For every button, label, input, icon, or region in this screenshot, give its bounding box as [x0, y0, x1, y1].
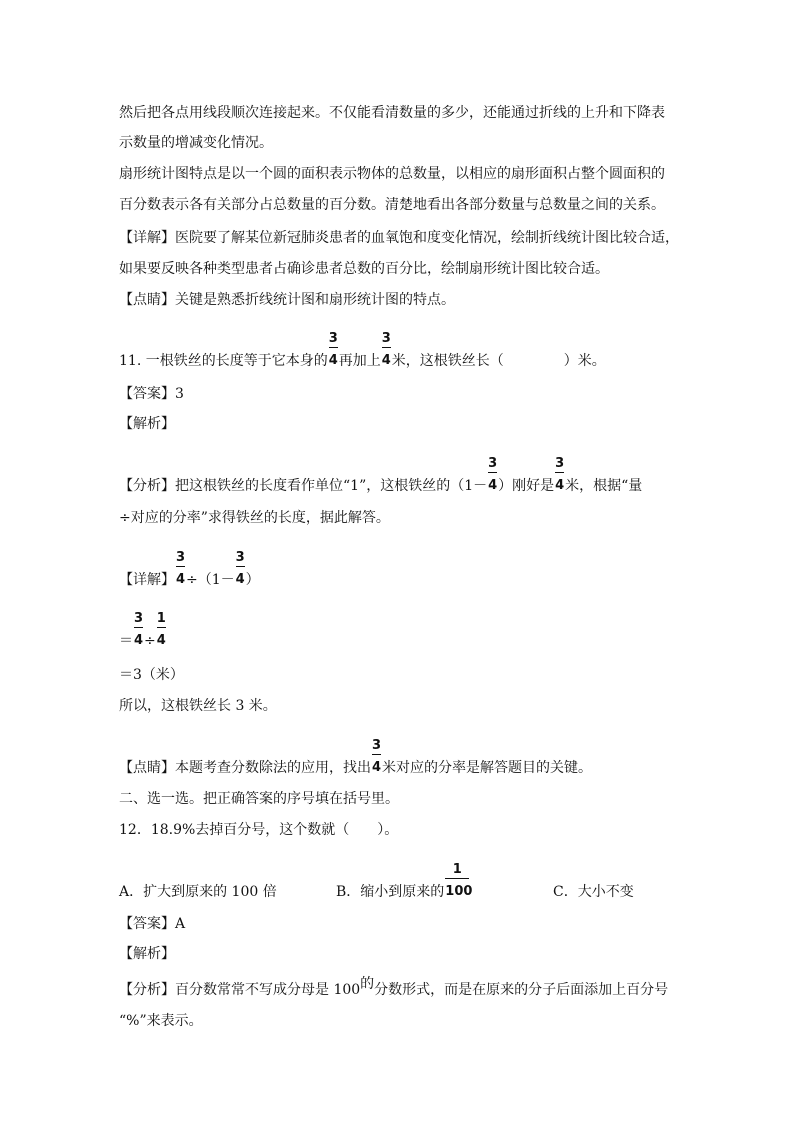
fraction-numerator: 3	[328, 331, 338, 346]
fraction-numerator: 3	[134, 611, 144, 626]
fraction	[555, 456, 565, 496]
fraction-bar	[176, 566, 185, 567]
tip11-text-b: 米对应的分率是解答题目的关键。	[382, 760, 592, 776]
fraction-denominator: 100	[445, 884, 473, 899]
fraction-denominator: 4	[555, 478, 565, 493]
tip-line	[119, 738, 592, 778]
answer-label: 【答案】A	[119, 916, 186, 932]
conclusion-line: 所以，这根铁丝长 3 米。	[119, 698, 277, 714]
fraction-denominator: 4	[235, 572, 245, 587]
q11-text-b: 再加上	[338, 353, 381, 369]
fraction-denominator: 4	[381, 353, 391, 368]
fraction	[134, 611, 144, 651]
q11-text-c: 米，这根铁丝长（	[391, 353, 504, 369]
fraction-denominator: 4	[156, 633, 166, 648]
fraction-numerator: 3	[488, 456, 498, 471]
fraction	[372, 738, 382, 778]
fraction-numerator: 1	[156, 611, 166, 626]
fraction-numerator: 3	[176, 550, 186, 565]
tip-line: 【点睛】关键是熟悉折线统计图和扇形统计图的特点。	[119, 292, 455, 308]
fraction-numerator: 3	[381, 331, 391, 346]
detail-expression	[119, 550, 260, 590]
fraction-bar	[445, 878, 469, 879]
fraction-denominator: 4	[372, 760, 382, 775]
fraction-bar	[488, 472, 497, 473]
fraction-denominator: 4	[328, 353, 338, 368]
analysis-line	[119, 456, 643, 496]
detail-step	[119, 611, 167, 651]
xiangjie-label: 【详解】	[119, 572, 175, 588]
fraction	[235, 550, 245, 590]
fraction-denominator: 4	[488, 478, 498, 493]
fraction	[381, 331, 391, 371]
fraction-denominator: 4	[134, 633, 144, 648]
q11-text-a: 11. 一根铁丝的长度等于它本身的	[119, 353, 328, 369]
text-line: 示数量的增减变化情况。	[119, 135, 273, 151]
analysis-label: 【解析】	[119, 416, 175, 432]
question-12: 12．18.9%去掉百分号，这个数就（ ）。	[119, 822, 399, 838]
detail-line: 如果要反映各种类型患者占确诊患者总数的百分比，绘制扇形统计图比较合适。	[119, 261, 609, 277]
fraction	[488, 456, 498, 496]
analysis-label: 【解析】	[119, 946, 175, 962]
option-b-text: B．缩小到原来的	[336, 884, 445, 900]
xiangjie-text-b: ÷（1－	[186, 572, 235, 588]
fraction	[328, 331, 338, 371]
fraction-bar	[372, 754, 381, 755]
analysis-line: “%”来表示。	[119, 1013, 203, 1029]
fraction-numerator: 1	[452, 862, 462, 877]
fraction	[445, 862, 473, 902]
q11-text-d: ）米。	[563, 353, 606, 369]
answer-label: 【答案】3	[119, 386, 184, 402]
fraction-numerator: 3	[555, 456, 565, 471]
section-heading: 二、选一选。把正确答案的序号填在括号里。	[119, 791, 399, 807]
fraction-bar	[134, 627, 143, 628]
analysis-line	[119, 976, 669, 1000]
equals-sign: ＝	[119, 633, 133, 649]
fraction-bar	[236, 566, 245, 567]
fenxi12-text-a: 【分析】百分数常常不写成分母是 100	[119, 982, 361, 998]
fenxi-text-c: 米，根据“量	[565, 478, 643, 494]
question-11	[119, 331, 606, 371]
detail-line: 【详解】医院要了解某位新冠肺炎患者的血氧饱和度变化情况，绘制折线统计图比较合适，	[119, 230, 679, 246]
fenxi-text-b: ）刚好是	[498, 478, 555, 494]
fraction	[156, 611, 166, 651]
analysis-line: ÷对应的分率”求得铁丝的长度，据此解答。	[119, 510, 390, 526]
divide-sign: ÷	[144, 633, 156, 649]
fraction-bar	[555, 472, 564, 473]
text-line: 百分数表示各有关部分占总数量的百分数。清楚地看出各部分数量与总数量之间的关系。	[119, 197, 665, 213]
fraction-bar	[329, 347, 338, 348]
tip11-text-a: 【点睛】本题考查分数除法的应用，找出	[119, 760, 371, 776]
fraction-bar	[382, 347, 391, 348]
detail-step: ＝3（米）	[119, 667, 184, 683]
text-line: 然后把各点用线段顺次连接起来。不仅能看清数量的多少，还能通过折线的上升和下降表	[119, 105, 665, 121]
option-a: A．扩大到原来的 100 倍	[119, 884, 277, 900]
option-b	[336, 862, 473, 902]
option-c: C．大小不变	[553, 884, 634, 900]
fraction-bar	[157, 627, 166, 628]
fenxi-text-a: 【分析】把这根铁丝的长度看作单位“1”，这根铁丝的（1－	[119, 478, 488, 494]
xiangjie-text-c: ）	[245, 572, 260, 588]
fenxi12-de: 的	[360, 976, 375, 992]
fraction	[176, 550, 186, 590]
text-line: 扇形统计图特点是以一个圆的面积表示物体的总数量，以相应的扇形面积占整个圆面积的	[119, 166, 665, 182]
fraction-numerator: 3	[235, 550, 245, 565]
fraction-numerator: 3	[372, 738, 382, 753]
fenxi12-text-b: 分数形式，而是在原来的分子后面添加上百分号	[374, 982, 669, 998]
fraction-denominator: 4	[176, 572, 186, 587]
